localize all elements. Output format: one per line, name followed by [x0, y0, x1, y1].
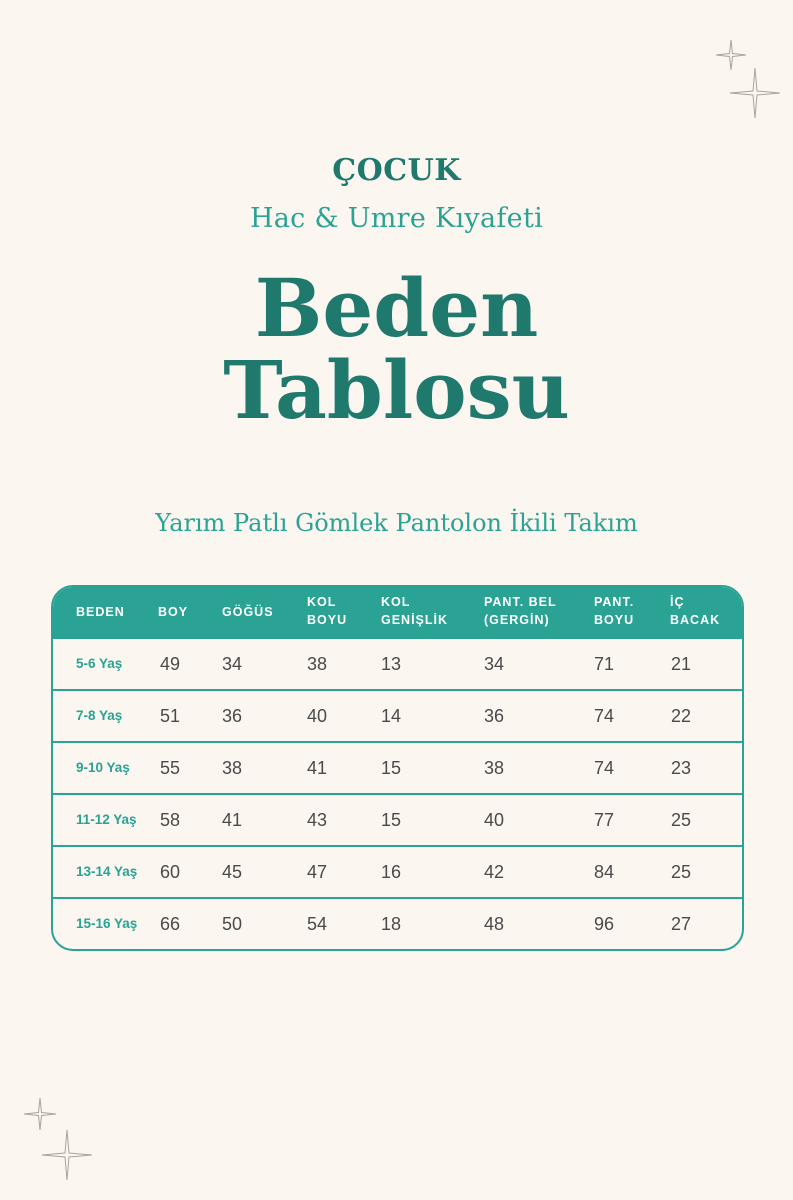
value-cell: 51	[160, 706, 181, 726]
column-header: KOL BOYU	[307, 595, 348, 627]
size-cell: 9-10 Yaş	[76, 760, 130, 775]
column-header: İÇ BACAK	[670, 595, 721, 627]
size-cell: 15-16 Yaş	[76, 916, 138, 931]
value-cell: 49	[160, 654, 181, 674]
value-cell: 41	[222, 810, 243, 830]
value-cell: 34	[484, 654, 505, 674]
table-row	[53, 845, 742, 897]
value-cell: 45	[222, 862, 243, 882]
value-cell: 50	[222, 914, 243, 934]
value-cell: 25	[671, 810, 692, 830]
value-cell: 96	[594, 914, 615, 934]
value-cell: 74	[594, 706, 615, 726]
value-cell: 48	[484, 914, 505, 934]
value-cell: 38	[307, 654, 328, 674]
sparkle-icon	[730, 68, 780, 118]
table-header	[53, 587, 742, 637]
value-cell: 66	[160, 914, 181, 934]
value-cell: 18	[381, 914, 402, 934]
value-cell: 77	[594, 810, 615, 830]
table-row	[53, 689, 742, 741]
value-cell: 84	[594, 862, 615, 882]
column-header: BEDEN	[76, 605, 125, 619]
value-cell: 60	[160, 862, 181, 882]
value-cell: 36	[484, 706, 505, 726]
sparkle-icon	[716, 40, 746, 70]
value-cell: 23	[671, 758, 692, 778]
column-header: PANT. BEL (GERGİN)	[484, 595, 557, 627]
value-cell: 55	[160, 758, 181, 778]
value-cell: 71	[594, 654, 615, 674]
size-cell: 13-14 Yaş	[76, 864, 138, 879]
size-cell: 11-12 Yaş	[76, 812, 137, 827]
page-title-line1: Beden	[254, 261, 539, 355]
product-name: Yarım Patlı Gömlek Pantolon İkili Takım	[155, 509, 638, 537]
value-cell: 25	[671, 862, 692, 882]
table-row	[53, 897, 742, 949]
value-cell: 40	[484, 810, 505, 830]
value-cell: 42	[484, 862, 505, 882]
size-table	[51, 585, 744, 951]
table-row	[53, 741, 742, 793]
value-cell: 14	[381, 706, 402, 726]
table-row	[53, 637, 742, 689]
category-label: ÇOCUK	[332, 153, 461, 188]
value-cell: 38	[222, 758, 243, 778]
value-cell: 27	[671, 914, 692, 934]
value-cell: 36	[222, 706, 243, 726]
column-header: PANT. BOYU	[594, 595, 635, 627]
value-cell: 41	[307, 758, 328, 778]
value-cell: 21	[671, 654, 692, 674]
value-cell: 58	[160, 810, 181, 830]
collection-subtitle: Hac & Umre Kıyafeti	[249, 203, 544, 234]
value-cell: 34	[222, 654, 243, 674]
value-cell: 22	[671, 706, 692, 726]
page-title-line2: Tablosu	[223, 343, 570, 437]
value-cell: 15	[381, 810, 402, 830]
value-cell: 13	[381, 654, 402, 674]
sparkle-icon	[42, 1130, 92, 1180]
value-cell: 54	[307, 914, 328, 934]
value-cell: 16	[381, 862, 402, 882]
column-header: KOL GENİŞLİK	[381, 595, 449, 627]
value-cell: 74	[594, 758, 615, 778]
value-cell: 38	[484, 758, 505, 778]
table-row	[53, 793, 742, 845]
size-cell: 7-8 Yaş	[76, 708, 123, 723]
value-cell: 40	[307, 706, 328, 726]
column-header: GÖĞÜS	[222, 605, 274, 619]
sparkle-icon	[24, 1098, 56, 1130]
size-cell: 5-6 Yaş	[76, 656, 123, 671]
value-cell: 15	[381, 758, 402, 778]
value-cell: 43	[307, 810, 328, 830]
column-header: BOY	[158, 605, 189, 619]
value-cell: 47	[307, 862, 328, 882]
